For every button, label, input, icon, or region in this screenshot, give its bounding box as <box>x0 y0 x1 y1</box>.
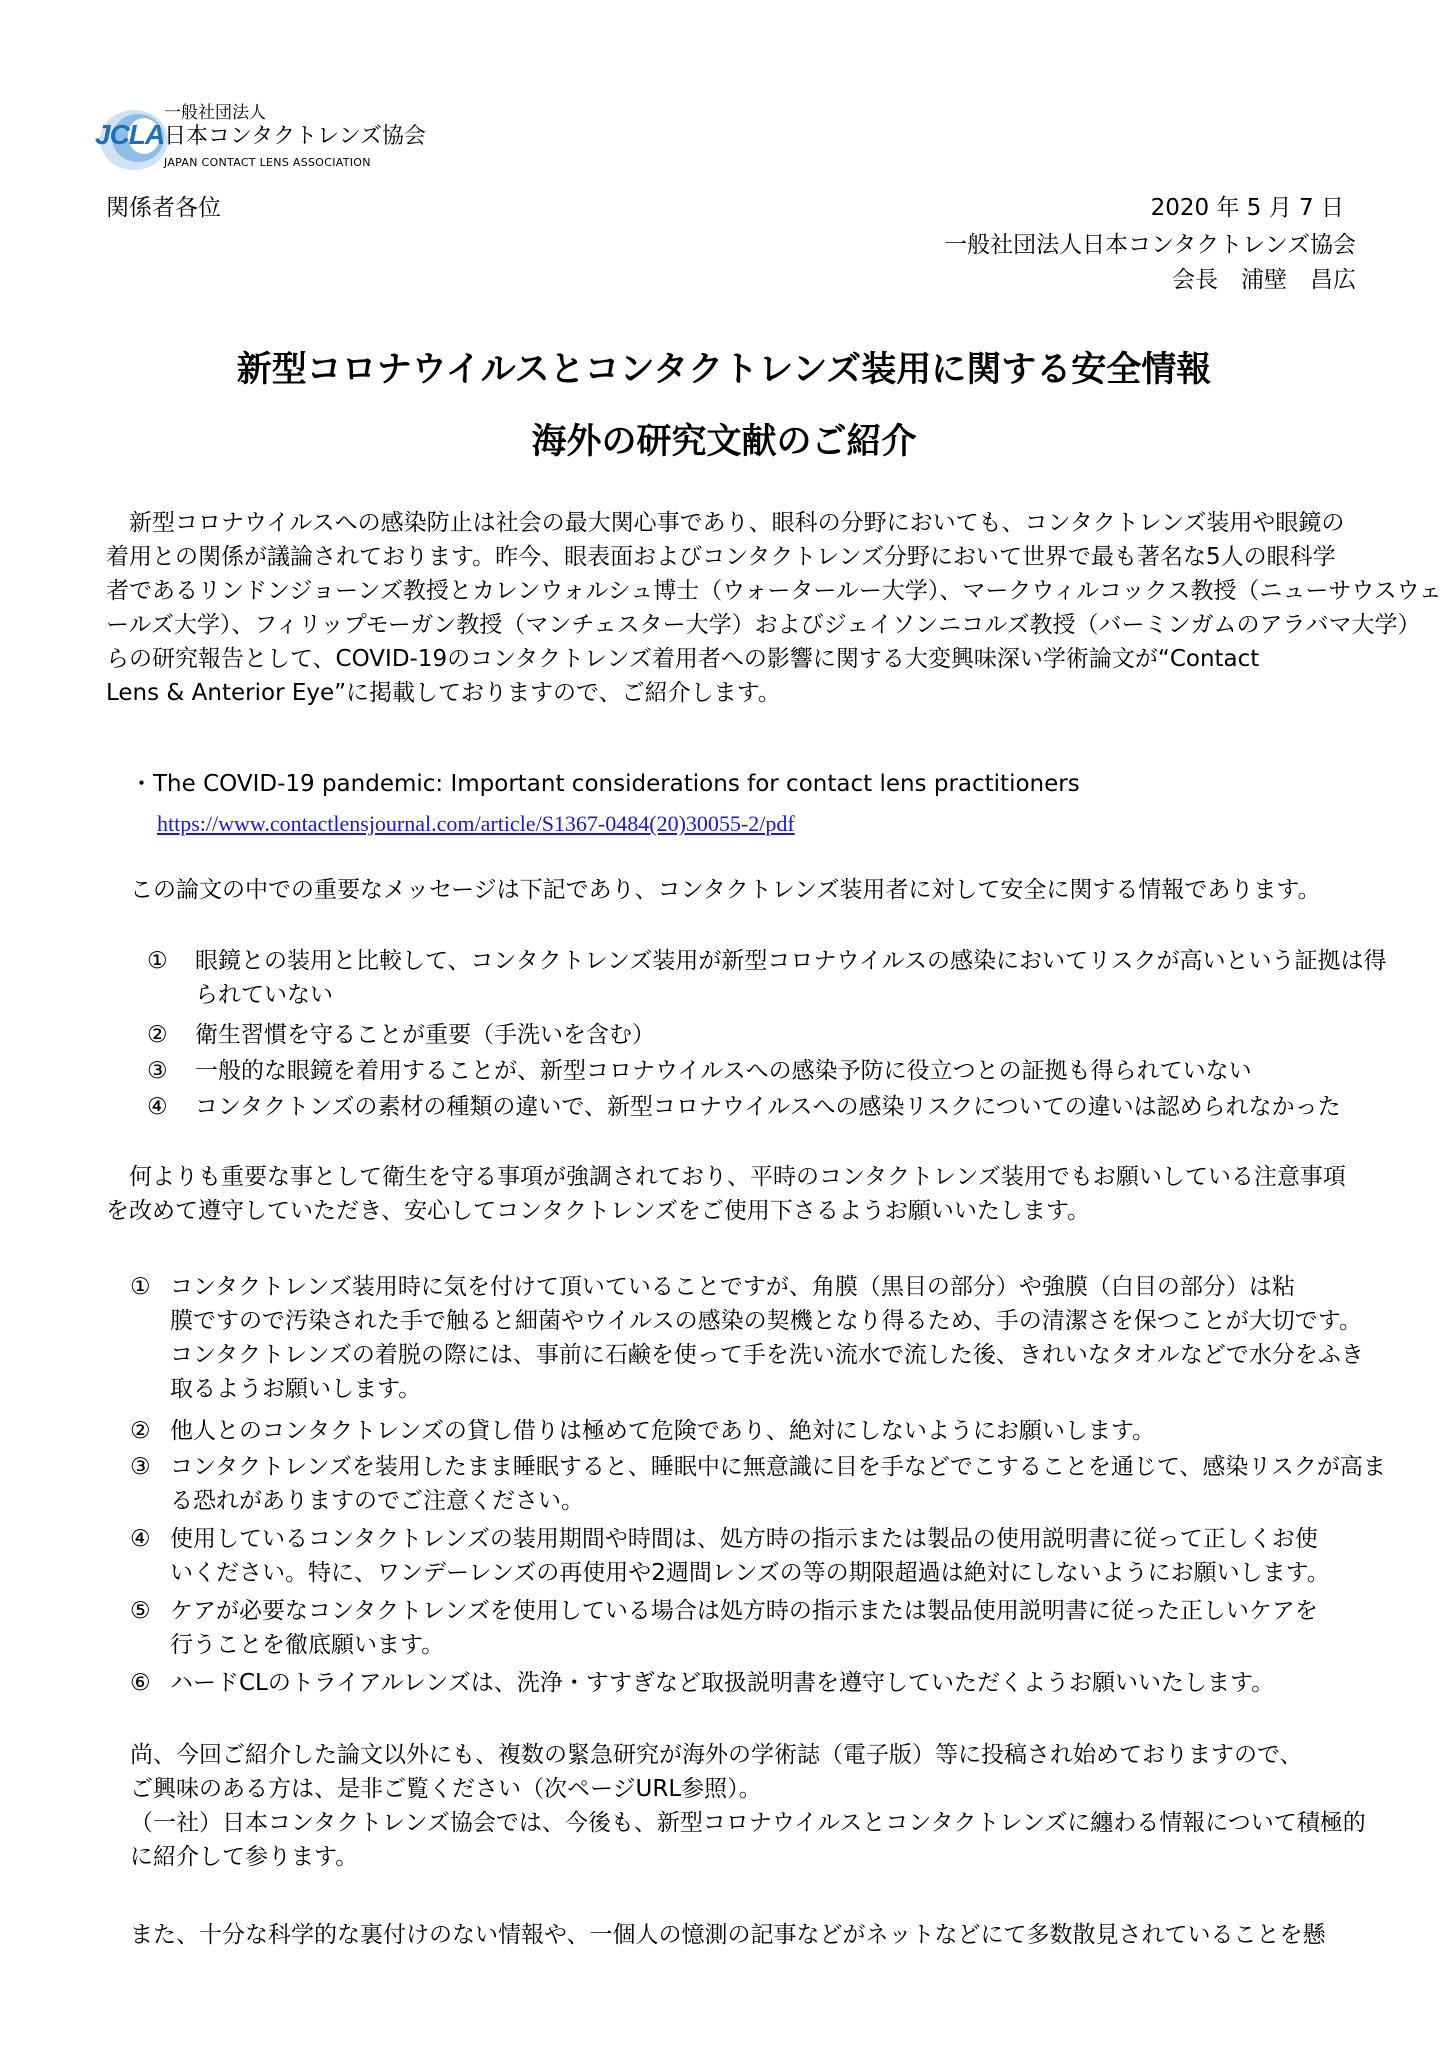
item-text: コンタクトレンズ装用時に気を付けて頂いていることですが、角膜（黒目の部分）や強膜（白目の部分）は粘 <box>170 1274 1295 1300</box>
message-item <box>147 1091 1341 1124</box>
message-item <box>147 1019 655 1052</box>
reference-link[interactable]: https://www.contactlensjournal.com/article/S1367-0484(20)30055-2/pdf <box>157 811 795 836</box>
item-text: ハードCLのトライアルレンズは、洗浄・すすぎなど取扱説明書を遵守していただくようお願いいたします。 <box>170 1670 1275 1696</box>
item-text: いください。特に、ワンデーレンズの再使用や2週間レンズの等の期限超過は絶対にしないようにお願いします。 <box>170 1560 1330 1586</box>
message-item <box>147 1055 1252 1088</box>
logo-org-line3: JAPAN CONTACT LENS ASSOCIATION <box>164 156 371 169</box>
closing-line: （一社）日本コンタクトレンズ協会では、今後も、新型コロナウイルスとコンタクトレンズに纏わる情報について積極的 <box>130 1810 1366 1836</box>
item-number: ① <box>130 1274 151 1300</box>
precaution-item <box>130 1271 1364 1407</box>
message-intro: この論文の中での重要なメッセージは下記であり、コンタクトレンズ装用者に対して安全に関する情報であります。 <box>130 877 1321 903</box>
addressee: 関係者各位 <box>106 195 221 221</box>
closing-line: ご興味のある方は、是非ご覧ください（次ページURL参照）。 <box>130 1776 762 1802</box>
item-text: 使用しているコンタクトレンズの装用期間や時間は、処方時の指示または製品の使用説明書に従って正しくお使 <box>170 1526 1318 1552</box>
precaution-item <box>130 1415 1155 1448</box>
document-date: 2020 年 5 月 7 日 <box>1150 195 1344 221</box>
intro-line: 新型コロナウイルスへの感染防止は社会の最大関心事であり、眼科の分野においても、コンタクトレンズ装用や眼鏡の <box>106 510 1345 536</box>
item-text: る恐れがありますのでご注意ください。 <box>170 1488 584 1514</box>
item-text: 取るようお願いします。 <box>170 1376 422 1402</box>
sender-organization: 一般社団法人日本コンタクトレンズ協会 <box>944 232 1356 258</box>
item-number: ④ <box>147 1094 168 1120</box>
message-item <box>147 945 1387 1013</box>
intro-paragraph <box>106 507 1442 711</box>
item-number: ① <box>147 948 168 974</box>
logo-org-line2: 日本コンタクトレンズ協会 <box>164 124 426 149</box>
item-number: ④ <box>130 1526 151 1552</box>
item-text: 膜ですので汚染された手で触ると細菌やウイルスの感染の契機となり得るため、手の清潔さを保つことが大切です。 <box>170 1308 1362 1334</box>
intro-line: 者であるリンドンジョーンズ教授とカレンウォルシュ博士（ウォータールー大学）、マークウィルコックス教授（ニューサウスウェ <box>106 578 1442 604</box>
hygiene-line: 何よりも重要な事として衛生を守る事項が強調されており、平時のコンタクトレンズ装用でもお願いしている注意事項 <box>106 1164 1346 1190</box>
precaution-item <box>130 1667 1274 1700</box>
reference-title: ・The COVID-19 pandemic: Important considerations for contact lens practitioners <box>130 771 1080 797</box>
item-text: 眼鏡との装用と比較して、コンタクトレンズ装用が新型コロナウイルスの感染においてリスクが高いという証拠は得 <box>195 948 1387 974</box>
closing-line: に紹介して参ります。 <box>130 1844 359 1870</box>
closing-paragraph <box>130 1739 1380 1875</box>
item-text: 衛生習慣を守ることが重要（手洗いを含む） <box>195 1022 655 1048</box>
logo-acronym: JCLA <box>95 119 165 150</box>
precaution-item <box>130 1523 1330 1591</box>
item-text: コンタクトレンズを装用したまま睡眠すると、睡眠中に無意識に目を手などでこすることを通じて、感染リスクが高ま <box>170 1454 1386 1480</box>
page-subtitle: 海外の研究文献のご紹介 <box>531 422 917 462</box>
intro-line: 着用との関係が議論されております。昨今、眼表面およびコンタクトレンズ分野において世界で最も著名な5人の眼科学 <box>106 544 1336 570</box>
item-text: 一般的な眼鏡を着用することが、新型コロナウイルスへの感染予防に役立つとの証拠も得られていない <box>195 1058 1252 1084</box>
item-number: ③ <box>130 1454 151 1480</box>
item-text: 行うことを徹底願います。 <box>170 1632 445 1658</box>
item-text: られていない <box>195 982 333 1008</box>
item-number: ② <box>130 1418 151 1444</box>
item-number: ② <box>147 1022 168 1048</box>
item-text: 他人とのコンタクトレンズの貸し借りは極めて危険であり、絶対にしないようにお願いします。 <box>170 1418 1155 1444</box>
final-paragraph-line: また、十分な科学的な裏付けのない情報や、一個人の憶測の記事などがネットなどにて多数散見されていることを懸 <box>130 1922 1326 1948</box>
item-number: ⑥ <box>130 1670 151 1696</box>
intro-line: Lens & Anterior Eye”に掲載しておりますので、ご紹介します。 <box>106 680 781 706</box>
intro-line: らの研究報告として、COVID-19のコンタクトレンズ着用者への影響に関する大変興味深い学術論文が“Contact <box>106 646 1260 672</box>
logo-org-line1: 一般社団法人 <box>164 103 266 123</box>
item-number: ⑤ <box>130 1598 151 1624</box>
precaution-item <box>130 1451 1386 1519</box>
intro-line: ールズ大学）、フィリップモーガン教授（マンチェスター大学）およびジェイソンニコルズ教授（バーミンガムのアラバマ大学） <box>106 612 1421 638</box>
sender-name: 会長 浦壁 昌広 <box>1172 267 1356 293</box>
closing-line: 尚、今回ご紹介した論文以外にも、複数の緊急研究が海外の学術誌（電子版）等に投稿され始めておりますので、 <box>130 1742 1303 1768</box>
item-number: ③ <box>147 1058 168 1084</box>
page-title: 新型コロナウイルスとコンタクトレンズ装用に関する安全情報 <box>236 350 1212 390</box>
item-text: ケアが必要なコンタクトレンズを使用している場合は処方時の指示または製品使用説明書に従った正しいケアを <box>170 1598 1318 1624</box>
item-text: コンタクトレンズの着脱の際には、事前に石鹸を使って手を洗い流水で流した後、きれいなタオルなどで水分をふき <box>170 1342 1364 1368</box>
hygiene-line: を改めて遵守していただき、安心してコンタクトレンズをご使用下さるようお願いいたします。 <box>106 1198 1091 1224</box>
hygiene-paragraph <box>106 1161 1356 1229</box>
precaution-item <box>130 1595 1318 1663</box>
item-text: コンタクトンズの素材の種類の違いで、新型コロナウイルスへの感染リスクについての違いは認められなかった <box>195 1094 1341 1120</box>
